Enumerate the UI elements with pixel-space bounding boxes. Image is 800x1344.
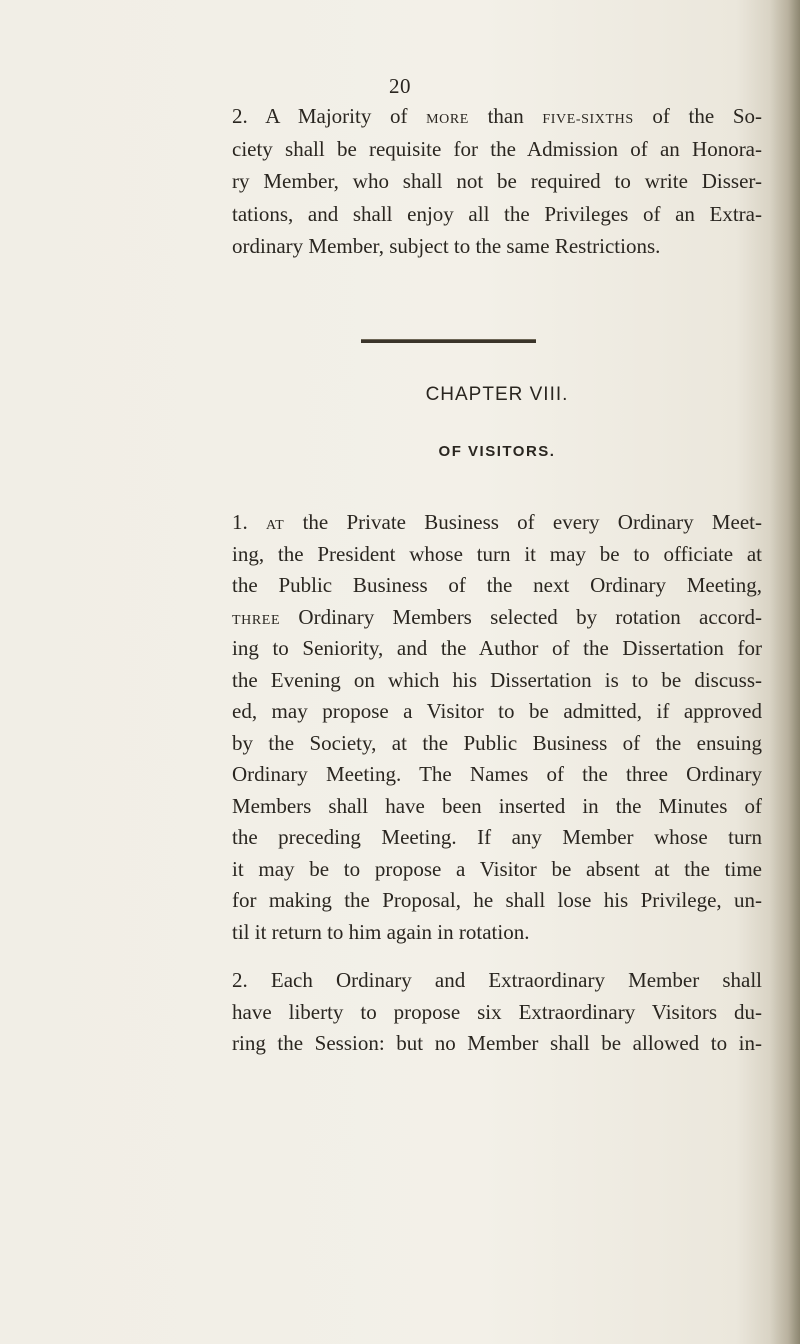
text-run: ring the Session: but no Member shall be allowed to in- (232, 1031, 762, 1055)
text-line (232, 200, 762, 228)
text-run: ing to Seniority, and the Author of the Dissertation for (232, 636, 762, 660)
text-run: ry Member, who shall not be required to write Disser- (232, 169, 762, 193)
text-line (232, 697, 762, 725)
text-run: ed, may propose a Visitor to be admitted, if approved (232, 699, 762, 723)
text-line (232, 135, 762, 163)
text-line (232, 998, 762, 1026)
small-caps-word: AT (266, 518, 285, 533)
text-line (232, 634, 762, 662)
text-run: the Evening on which his Dissertation is to be discuss- (232, 667, 762, 692)
text-run: Ordinary Meeting. The Names of the three Ordinary (232, 762, 762, 786)
text-line (232, 167, 762, 195)
text-run: it may be to propose a Visitor be absent at the time (232, 856, 762, 881)
text-line (232, 1029, 762, 1057)
text-line (232, 918, 762, 946)
text-line (232, 666, 762, 694)
text-run: Ordinary Members selected by rotation accord- (280, 604, 762, 629)
text-line (232, 855, 762, 883)
section-heading: OF VISITORS. (438, 443, 556, 460)
text-run: Members shall have been inserted in the Minutes of (232, 793, 762, 818)
text-run: 2. Each Ordinary and Extraordinary Member shall (232, 968, 762, 992)
text-run: by the Society, at the Public Business of the ensuing (232, 730, 762, 755)
text-run: 1. (232, 510, 267, 534)
text-run: for making the Proposal, he shall lose his Privilege, un- (232, 888, 762, 912)
text-run: have liberty to propose six Extraordinary Visitors du- (232, 999, 762, 1024)
text-run: the Private Business of every Ordinary Meet- (284, 510, 762, 534)
text-line (232, 966, 762, 994)
chapter-heading: CHAPTER VIII. (425, 384, 569, 405)
text-line (232, 571, 762, 599)
text-run: til it return to him again in rotation. (232, 919, 530, 944)
text-run: than (468, 104, 543, 128)
text-line (232, 603, 762, 635)
text-line (232, 886, 762, 914)
small-caps-word: FIVE-SIXTHS (542, 112, 634, 127)
text-run: 2. A Majority of (232, 104, 427, 128)
text-run: ing, the President whose turn it may be to officiate at (232, 541, 762, 566)
text-run: ciety shall be requisite for the Admission of an Honora- (232, 136, 762, 161)
text-line (232, 792, 762, 820)
small-caps-word: MORE (426, 112, 469, 127)
text-line (232, 729, 762, 757)
text-line (232, 760, 762, 788)
text-line (232, 102, 762, 134)
text-run: of the So- (633, 104, 762, 128)
text-run: ordinary Member, subject to the same Restrictions. (232, 234, 661, 258)
text-line (232, 823, 762, 851)
text-run: the Public Business of the next Ordinary Meeting, (232, 573, 762, 597)
text-run: the preceding Meeting. If any Member whose turn (232, 825, 762, 849)
small-caps-word: THREE (232, 612, 281, 628)
text-line (232, 508, 762, 540)
text-line (232, 540, 762, 568)
page-number: 20 (389, 74, 411, 98)
chapter-divider-rule (361, 339, 536, 343)
text-run: tations, and shall enjoy all the Privileges of an Extra- (232, 201, 762, 226)
page-edge-shadow (770, 0, 800, 1344)
text-line (232, 232, 762, 260)
